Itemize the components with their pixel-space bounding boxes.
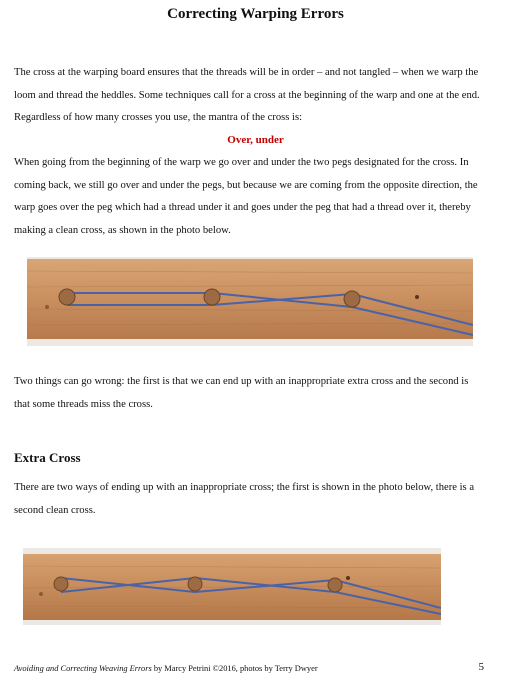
paragraph-extra-cross: There are two ways of ending up with an inappropriate cross; the first is shown in the photo below, there is a second clean cross. [14, 482, 475, 516]
warping-board-image [23, 548, 441, 625]
photo-clean-cross [27, 257, 473, 346]
footer-book-title: Avoiding and Correcting Weaving Errors [14, 664, 152, 673]
paragraph-cross-intro: The cross at the warping board ensures that the threads will be in order – and not tangled – when we warp the loom and thread the heddles. Some techniques call for a cross at the beginning of the warp and one at the end. Regardless of how many crosses you use, the mantra of the cross is: [14, 67, 480, 123]
warping-board-image [27, 257, 473, 346]
photo-extra-cross [23, 548, 441, 625]
paragraph-cross-explanation: When going from the beginning of the warp we go over and under the two pegs designated for the cross. In coming back, we still go over and under the pegs, but because we are coming from the opposite direction, the warp goes over the peg which had a thread under it and goes under the peg that had a thread over it, thereby making a clean cross, as shown in the photo below. [14, 157, 478, 236]
mantra-text: Over, under [227, 134, 284, 146]
page-number: 5 [478, 661, 484, 673]
paragraph-what-can-go-wrong: Two things can go wrong: the first is that we can end up with an inappropriate extra cross and the second is that some threads miss the cross. [14, 376, 469, 410]
footer-credit [14, 664, 484, 673]
footer-credit-text: by Marcy Petrini ©2016, photos by Terry Dwyer [151, 664, 318, 673]
page-title: Correcting Warping Errors [167, 6, 344, 22]
section-heading-extra-cross: Extra Cross [14, 450, 81, 465]
